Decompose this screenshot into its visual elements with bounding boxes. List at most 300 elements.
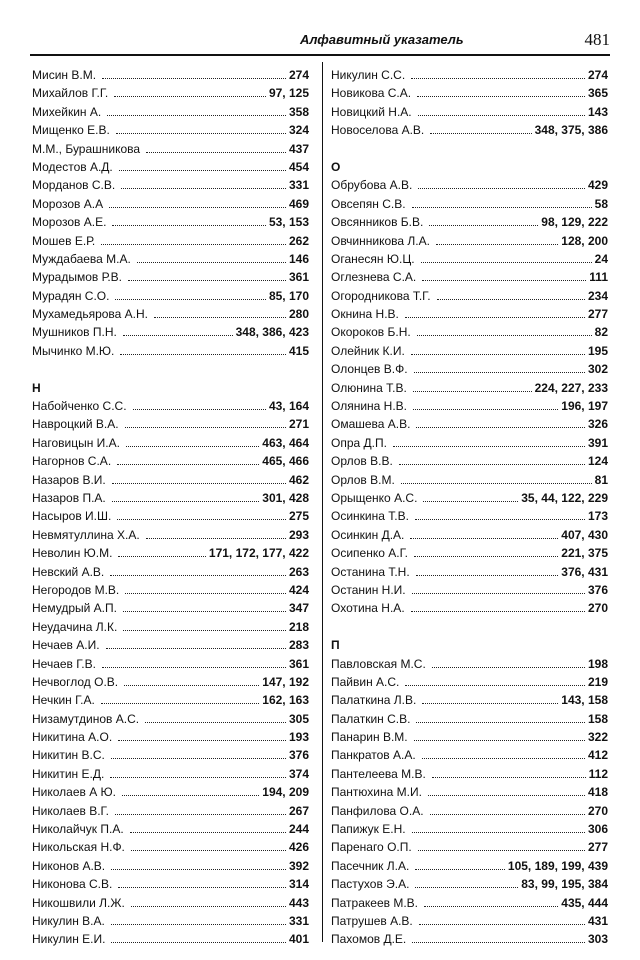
entry-pages: 324	[288, 123, 309, 138]
index-entry	[331, 268, 608, 286]
index-entry	[32, 176, 309, 194]
entry-pages: 361	[288, 270, 309, 285]
entry-name: Михейкин А.	[32, 104, 102, 119]
index-entry	[32, 158, 309, 176]
entry-pages: 314	[288, 877, 309, 892]
index-entry	[32, 930, 309, 948]
dot-leader	[422, 703, 558, 704]
index-entry	[32, 912, 309, 930]
entry-pages: 443	[288, 895, 309, 910]
dot-leader	[412, 942, 585, 943]
entry-pages: 143	[587, 104, 608, 119]
index-entry	[331, 930, 608, 948]
entry-pages: 105, 189, 199, 439	[507, 858, 608, 873]
index-entry	[32, 84, 309, 102]
index-entry	[32, 434, 309, 452]
dot-leader	[412, 593, 585, 594]
index-entry	[331, 507, 608, 525]
dot-leader	[415, 519, 585, 520]
column-divider	[322, 62, 323, 942]
dot-leader	[417, 96, 585, 97]
dot-leader	[112, 225, 266, 226]
index-entry	[32, 673, 309, 691]
index-entry	[32, 544, 309, 562]
index-entry	[331, 323, 608, 341]
index-entry	[331, 563, 608, 581]
dot-leader	[119, 170, 286, 171]
entry-name: Окороков Б.Н.	[331, 325, 411, 340]
entry-name: Новицкий Н.А.	[331, 104, 412, 119]
dot-leader	[412, 832, 585, 833]
index-entry	[331, 857, 608, 875]
dot-leader	[123, 630, 286, 631]
entry-pages: 219	[587, 674, 608, 689]
index-entry	[32, 342, 309, 360]
entry-name: Осинкин Д.А.	[331, 527, 405, 542]
entry-pages: 128, 200	[561, 233, 608, 248]
entry-pages: 426	[288, 840, 309, 855]
dot-leader	[115, 299, 265, 300]
entry-pages: 244	[288, 822, 309, 837]
entry-name: Палаткин С.В.	[331, 711, 411, 726]
entry-pages: 24	[594, 251, 608, 266]
entry-pages: 465, 466	[262, 454, 309, 469]
entry-pages: 365	[587, 86, 608, 101]
entry-pages: 195	[587, 343, 608, 358]
dot-leader	[128, 280, 286, 281]
entry-pages: 392	[288, 858, 309, 873]
index-entry	[32, 66, 309, 84]
entry-name: Патрушев А.В.	[331, 913, 413, 928]
entry-name: Мухамедьярова А.Н.	[32, 307, 149, 322]
dot-leader	[112, 501, 260, 502]
entry-name: Окнина Н.В.	[331, 307, 399, 322]
dot-leader	[101, 244, 286, 245]
entry-pages: 221, 375	[561, 546, 608, 561]
dot-leader	[430, 133, 531, 134]
entry-name: Паренаго О.П.	[331, 840, 412, 855]
entry-pages: 194, 209	[262, 785, 309, 800]
index-entry	[32, 894, 309, 912]
entry-name: Никулин С.С.	[331, 68, 406, 82]
dot-leader	[422, 280, 586, 281]
entry-name: Овчинникова Л.А.	[331, 233, 430, 248]
entry-pages: 58	[594, 196, 608, 211]
dot-leader	[137, 262, 286, 263]
entry-pages: 326	[587, 417, 608, 432]
entry-name: Морданов С.В.	[32, 178, 116, 193]
index-entry	[32, 471, 309, 489]
entry-pages: 111	[589, 270, 608, 285]
entry-name: Останин Н.И.	[331, 582, 406, 597]
entry-pages: 124	[587, 454, 608, 469]
section-letter: П	[331, 638, 340, 653]
entry-pages: 301, 428	[262, 490, 309, 505]
dot-leader	[411, 78, 585, 79]
page-number: 481	[584, 30, 610, 49]
entry-pages: 424	[288, 582, 309, 597]
dot-leader	[106, 648, 286, 649]
index-entry	[32, 857, 309, 875]
entry-pages: 171, 172, 177, 422	[208, 546, 309, 561]
dot-leader	[413, 391, 532, 392]
entry-pages: 407, 430	[561, 527, 608, 542]
entry-name: Невский А.В.	[32, 564, 105, 579]
dot-leader	[412, 207, 592, 208]
dot-leader	[102, 78, 286, 79]
entry-name: Останина Т.Н.	[331, 564, 410, 579]
entry-pages: 274	[288, 68, 309, 82]
entry-name: Охотина Н.А.	[331, 601, 405, 616]
dot-leader	[413, 409, 558, 410]
entry-name: Огородникова Т.Г.	[331, 288, 431, 303]
dot-leader	[437, 299, 585, 300]
entry-pages: 275	[288, 509, 309, 524]
index-entry	[331, 360, 608, 378]
dot-leader	[111, 869, 286, 870]
entry-name: Никонов А.В.	[32, 858, 106, 873]
index-entry	[331, 912, 608, 930]
entry-name: Пайвин А.С.	[331, 674, 400, 689]
entry-name: Олонцев В.Ф.	[331, 362, 408, 377]
dot-leader	[405, 685, 585, 686]
entry-name: Мурадян С.О.	[32, 288, 110, 303]
entry-name: Осипенко А.Г.	[331, 546, 408, 561]
index-entry	[32, 232, 309, 250]
index-entry	[32, 323, 309, 341]
entry-name: Нагорнов С.А.	[32, 454, 112, 469]
entry-pages: 112	[588, 766, 608, 781]
index-entry	[32, 710, 309, 728]
entry-name: Орлов В.М.	[331, 472, 395, 487]
entry-name: Мищенко Е.В.	[32, 123, 110, 138]
index-entry	[32, 636, 309, 654]
dot-leader	[117, 464, 259, 465]
entry-name: Обрубова А.В.	[331, 178, 413, 193]
entry-name: Пантюхина М.И.	[331, 785, 422, 800]
entry-pages: 331	[288, 178, 309, 193]
entry-pages: 454	[288, 159, 309, 174]
entry-name: Опра Д.П.	[331, 435, 387, 450]
entry-name: Навроцкий В.А.	[32, 417, 119, 432]
dot-leader	[131, 850, 286, 851]
dot-leader	[118, 556, 205, 557]
entry-name: Низамутдинов А.С.	[32, 711, 140, 726]
entry-pages: 198	[587, 656, 608, 671]
dot-leader	[414, 740, 585, 741]
entry-pages: 262	[288, 233, 309, 248]
entry-pages: 374	[288, 766, 309, 781]
entry-name: Мошев Е.Р.	[32, 233, 96, 248]
entry-pages: 173	[587, 509, 608, 524]
dot-leader	[422, 758, 585, 759]
entry-pages: 303	[587, 932, 608, 947]
index-entry	[331, 783, 608, 801]
entry-pages: 158	[587, 711, 608, 726]
index-entry	[32, 599, 309, 617]
running-header	[30, 30, 610, 56]
index-entry	[32, 489, 309, 507]
entry-pages: 277	[587, 840, 608, 855]
entry-pages: 376	[587, 582, 608, 597]
index-column-left	[32, 66, 309, 949]
entry-name: Пахомов Д.Е.	[331, 932, 407, 947]
index-entry	[32, 563, 309, 581]
dot-leader	[436, 244, 558, 245]
index-entry	[331, 894, 608, 912]
section-spacer	[331, 618, 608, 636]
entry-name: Никитин Е.Д.	[32, 766, 105, 781]
index-entry	[32, 783, 309, 801]
index-entry	[331, 802, 608, 820]
dot-leader	[131, 906, 286, 907]
entry-name: Овсепян С.В.	[331, 196, 406, 211]
dot-leader	[429, 225, 538, 226]
dot-leader	[102, 667, 286, 668]
dot-leader	[130, 832, 286, 833]
entry-name: Наговицын И.А.	[32, 435, 120, 450]
entry-pages: 234	[587, 288, 608, 303]
entry-name: Модестов А.Д.	[32, 159, 113, 174]
index-entry	[32, 195, 309, 213]
dot-leader	[110, 777, 286, 778]
entry-name: Никулин Е.И.	[32, 932, 106, 947]
entry-name: Нечкин Г.А.	[32, 693, 95, 708]
index-entry	[331, 452, 608, 470]
index-entry	[32, 820, 309, 838]
entry-name: Никольская Н.Ф.	[32, 840, 125, 855]
entry-pages: 193	[288, 730, 309, 745]
dot-leader	[111, 758, 286, 759]
dot-leader	[154, 317, 286, 318]
index-entry	[32, 507, 309, 525]
entry-pages: 376	[288, 748, 309, 763]
index-entry	[331, 471, 608, 489]
index-entry	[331, 250, 608, 268]
entry-name: Николайчук П.А.	[32, 822, 124, 837]
entry-pages: 196, 197	[561, 399, 608, 414]
entry-name: Мисин В.М.	[32, 68, 97, 82]
entry-pages: 306	[587, 822, 608, 837]
entry-pages: 35, 44, 122, 229	[521, 490, 608, 505]
entry-pages: 391	[587, 435, 608, 450]
entry-name: Нечвоглод О.В.	[32, 674, 119, 689]
entry-name: Никитин В.С.	[32, 748, 105, 763]
entry-pages: 302	[587, 362, 608, 377]
dot-leader	[416, 575, 559, 576]
index-entry	[32, 287, 309, 305]
entry-pages: 97, 125	[268, 86, 309, 101]
entry-name: Михайлов Г.Г.	[32, 86, 109, 101]
entry-name: Омашева А.В.	[331, 417, 411, 432]
entry-name: Нечаев Г.В.	[32, 656, 96, 671]
entry-name: М.М., Бурашникова	[32, 141, 141, 156]
dot-leader	[414, 556, 558, 557]
entry-pages: 283	[288, 638, 309, 653]
index-entry	[331, 765, 608, 783]
index-entry	[32, 765, 309, 783]
entry-pages: 437	[288, 141, 309, 156]
dot-leader	[116, 133, 286, 134]
entry-name: Насыров И.Ш.	[32, 509, 112, 524]
dot-leader	[133, 409, 266, 410]
section-letter: О	[331, 159, 341, 174]
entry-name: Олюнина Т.В.	[331, 380, 407, 395]
index-entry	[331, 397, 608, 415]
index-entry	[331, 875, 608, 893]
entry-pages: 469	[288, 196, 309, 211]
entry-name: Невмятуллина Х.А.	[32, 527, 140, 542]
entry-pages: 270	[587, 803, 608, 818]
entry-pages: 267	[288, 803, 309, 818]
section-letter: Н	[32, 380, 41, 395]
index-entry	[32, 121, 309, 139]
entry-name: Неудачина Л.К.	[32, 619, 118, 634]
entry-pages: 146	[288, 251, 309, 266]
index-entry	[32, 838, 309, 856]
entry-pages: 463, 464	[262, 435, 309, 450]
dot-leader	[114, 96, 266, 97]
dot-leader	[115, 814, 286, 815]
dot-leader	[430, 814, 585, 815]
index-entry	[32, 802, 309, 820]
entry-name: Оганесян Ю.Ц.	[331, 251, 415, 266]
entry-name: Олейник К.И.	[331, 343, 405, 358]
index-entry	[32, 618, 309, 636]
entry-name: Неволин Ю.М.	[32, 546, 113, 561]
index-entry	[32, 746, 309, 764]
dot-leader	[418, 850, 585, 851]
entry-pages: 415	[288, 343, 309, 358]
index-entry	[32, 250, 309, 268]
dot-leader	[410, 538, 558, 539]
entry-pages: 82	[594, 325, 608, 340]
dot-leader	[117, 519, 286, 520]
dot-leader	[123, 611, 286, 612]
entry-name: Морозов А.Е.	[32, 215, 107, 230]
entry-name: Пантелеева М.В.	[331, 766, 426, 781]
entry-pages: 274	[587, 68, 608, 82]
index-entry	[32, 397, 309, 415]
index-entry	[331, 305, 608, 323]
entry-pages: 418	[587, 785, 608, 800]
dot-leader	[101, 703, 259, 704]
entry-pages: 429	[587, 178, 608, 193]
entry-pages: 43, 164	[268, 399, 309, 414]
header-title: Алфавитный указатель	[300, 32, 464, 47]
entry-pages: 53, 153	[268, 215, 309, 230]
entry-pages: 147, 192	[262, 674, 309, 689]
entry-name: Орыщенко А.С.	[331, 490, 418, 505]
entry-name: Овсянников Б.В.	[331, 215, 424, 230]
index-entry	[331, 287, 608, 305]
index-entry	[32, 526, 309, 544]
entry-name: Негородов М.В.	[32, 582, 120, 597]
index-entry	[331, 434, 608, 452]
entry-name: Мурадымов Р.В.	[32, 270, 123, 285]
entry-pages: 143, 158	[561, 693, 608, 708]
dot-leader	[411, 354, 585, 355]
index-entry	[331, 838, 608, 856]
dot-leader	[399, 464, 585, 465]
entry-name: Новикова С.А.	[331, 86, 412, 101]
index-entry	[32, 875, 309, 893]
entry-pages: 331	[288, 913, 309, 928]
dot-leader	[122, 795, 259, 796]
entry-pages: 277	[587, 307, 608, 322]
index-entry	[32, 452, 309, 470]
dot-leader	[111, 924, 286, 925]
dot-leader	[146, 152, 286, 153]
dot-leader	[111, 942, 286, 943]
dot-leader	[418, 188, 585, 189]
index-entry	[331, 213, 608, 231]
dot-leader	[424, 906, 558, 907]
entry-name: Назаров В.И.	[32, 472, 106, 487]
index-entry	[32, 728, 309, 746]
index-entry	[331, 673, 608, 691]
entry-pages: 431	[587, 913, 608, 928]
entry-pages: 358	[288, 104, 309, 119]
dot-leader	[416, 427, 584, 428]
dot-leader	[414, 372, 585, 373]
index-entry	[331, 526, 608, 544]
entry-name: Никонова С.В.	[32, 877, 113, 892]
entry-name: Пасечник Л.А.	[331, 858, 410, 873]
index-entry	[331, 232, 608, 250]
index-entry	[32, 213, 309, 231]
dot-leader	[118, 740, 286, 741]
index-entry	[331, 415, 608, 433]
index-entry	[331, 66, 608, 84]
index-entry	[331, 489, 608, 507]
entry-pages: 271	[288, 417, 309, 432]
entry-pages: 270	[587, 601, 608, 616]
dot-leader	[112, 483, 286, 484]
dot-leader	[126, 446, 259, 447]
entry-name: Никулин В.А.	[32, 913, 105, 928]
dot-leader	[401, 483, 592, 484]
index-entry	[32, 691, 309, 709]
entry-pages: 376, 431	[561, 564, 608, 579]
entry-name: Нечаев А.И.	[32, 638, 100, 653]
dot-leader	[432, 777, 586, 778]
dot-leader	[428, 795, 585, 796]
dot-leader	[418, 115, 585, 116]
index-entry	[331, 379, 608, 397]
index-entry	[331, 581, 608, 599]
entry-pages: 305	[288, 711, 309, 726]
entry-name: Палаткина Л.В.	[331, 693, 417, 708]
entry-pages: 81	[594, 472, 608, 487]
index-entry	[331, 655, 608, 673]
dot-leader	[145, 722, 286, 723]
entry-name: Николаев В.Г.	[32, 803, 109, 818]
entry-name: Панкратов А.А.	[331, 748, 416, 763]
entry-name: Немудрый А.П.	[32, 601, 117, 616]
entry-name: Морозов А.А	[32, 196, 104, 211]
entry-pages: 263	[288, 564, 309, 579]
entry-pages: 361	[288, 656, 309, 671]
index-entry	[32, 305, 309, 323]
entry-name: Пастухов Э.А.	[331, 877, 410, 892]
dot-leader	[121, 188, 286, 189]
dot-leader	[120, 354, 286, 355]
entry-name: Мычинко М.Ю.	[32, 343, 115, 358]
dot-leader	[146, 538, 286, 539]
entry-name: Никошвили Л.Ж.	[32, 895, 125, 910]
entry-pages: 224, 227, 233	[534, 380, 608, 395]
